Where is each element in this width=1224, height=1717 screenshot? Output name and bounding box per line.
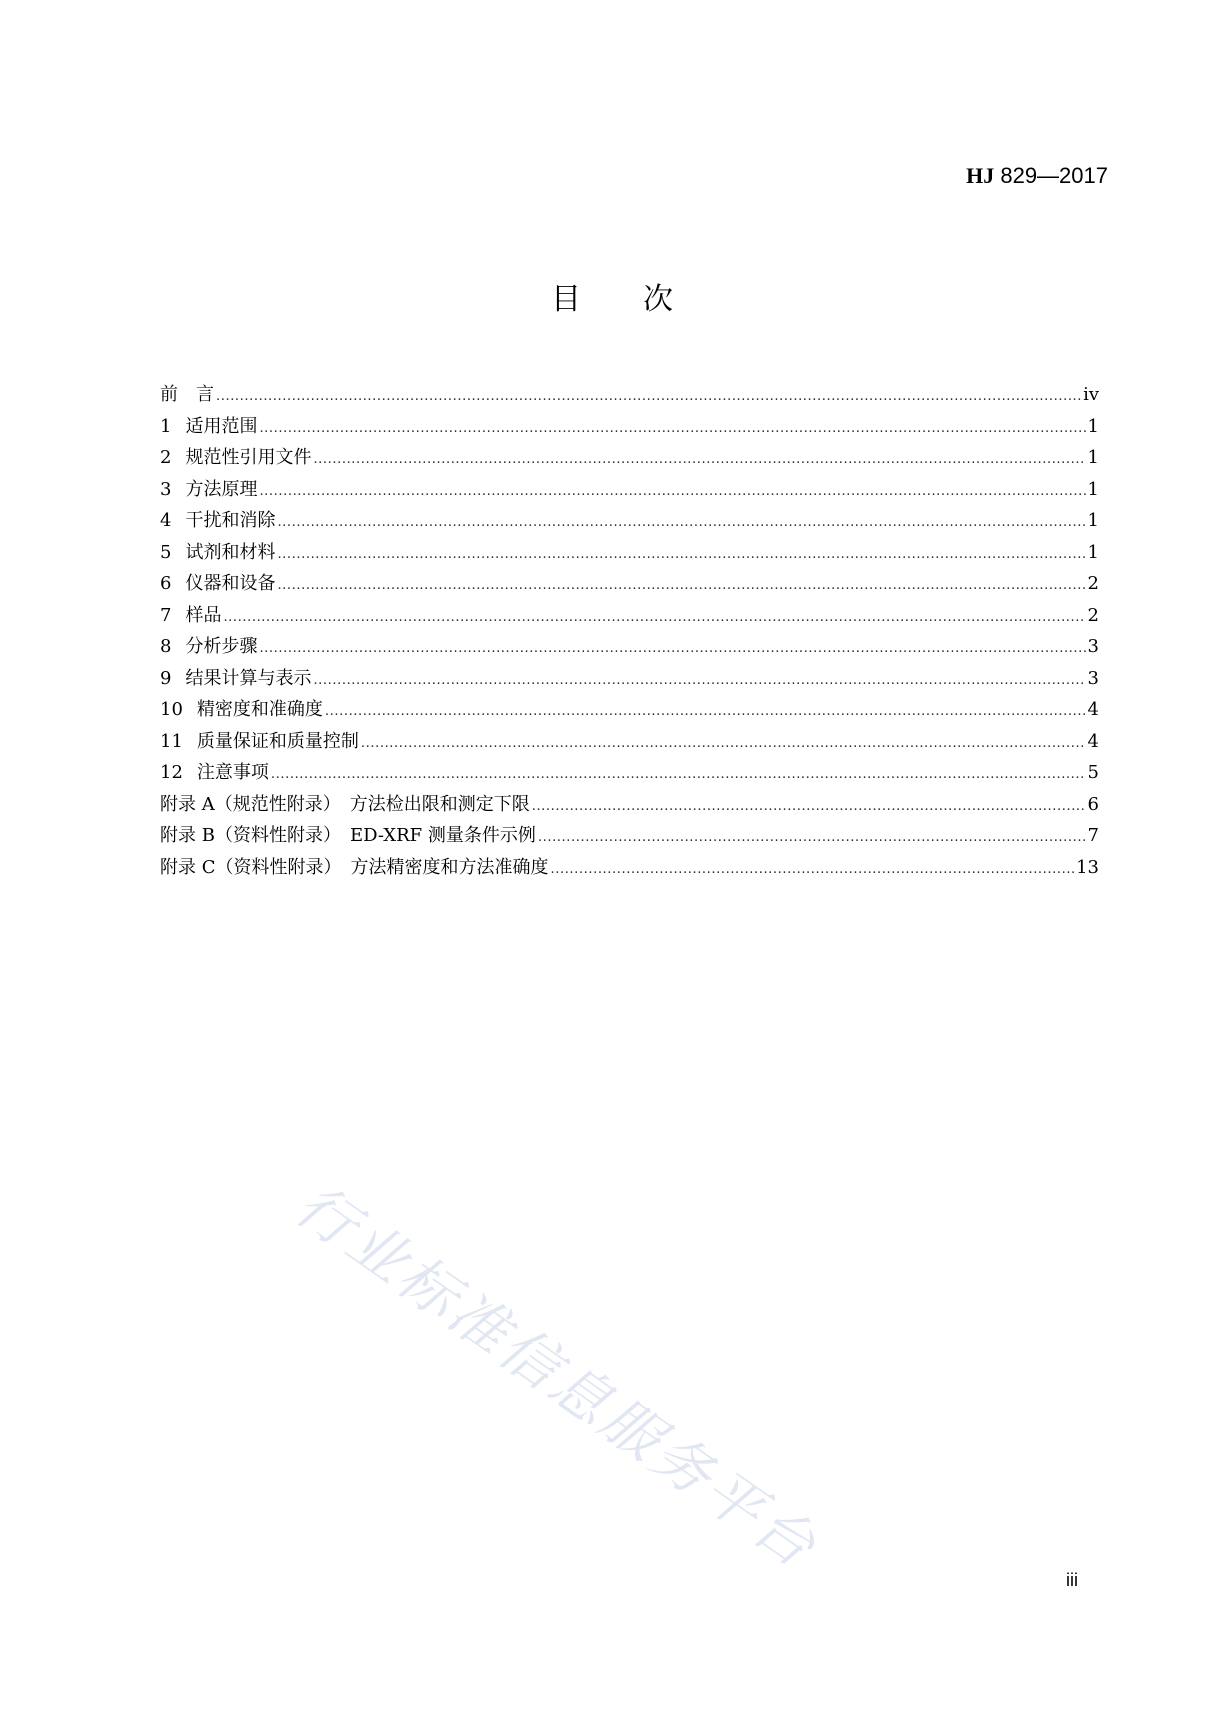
watermark: 行业标准信息服务平台 — [283, 1170, 831, 1582]
toc-leader-dots — [259, 474, 1085, 508]
toc-entry-page: 1 — [1087, 415, 1099, 437]
toc-leader-dots — [551, 852, 1075, 886]
title-char-2: 次 — [643, 282, 673, 317]
toc-entry-5[interactable] — [160, 537, 1099, 569]
toc-entry-label: 适用范围 — [185, 415, 258, 437]
toc-entry-page: iv — [1083, 384, 1099, 405]
toc-entry-label: 试剂和材料 — [185, 541, 276, 563]
toc-leader-dots — [277, 568, 1085, 602]
toc-leader-dots — [361, 726, 1086, 760]
toc-leader-dots — [259, 411, 1085, 445]
toc-leader-dots — [216, 379, 1081, 413]
toc-entry-number: 3 — [160, 478, 172, 500]
toc-entry-page: 13 — [1076, 856, 1099, 878]
toc-entry-label: 附录 C（资料性附录） 方法精密度和方法准确度 — [160, 856, 549, 878]
toc-entry-number: 4 — [160, 510, 172, 531]
table-of-contents — [160, 379, 1099, 883]
toc-entry-page: 4 — [1087, 699, 1099, 720]
toc-entry-page: 4 — [1087, 730, 1099, 752]
toc-entry-label: 质量保证和质量控制 — [196, 730, 359, 752]
toc-leader-dots — [277, 537, 1085, 571]
toc-entry-page: 3 — [1087, 636, 1099, 657]
toc-entry-7[interactable] — [160, 600, 1099, 632]
page-title — [0, 280, 1224, 320]
toc-leader-dots — [271, 757, 1086, 791]
toc-entry-label: 结果计算与表示 — [185, 667, 312, 689]
toc-leader-dots — [223, 600, 1085, 634]
toc-leader-dots — [277, 505, 1085, 539]
toc-leader-dots — [259, 631, 1085, 665]
toc-leader-dots — [538, 820, 1086, 854]
toc-entry-foreword[interactable] — [160, 379, 1099, 411]
toc-leader-dots — [532, 789, 1086, 823]
toc-entry-page: 2 — [1087, 573, 1099, 594]
toc-entry-label: 样品 — [185, 604, 222, 626]
toc-entry-number: 2 — [160, 447, 172, 468]
toc-entry-label: 规范性引用文件 — [185, 447, 312, 468]
toc-entry-6[interactable] — [160, 568, 1099, 600]
toc-entry-appendix-c[interactable] — [160, 852, 1099, 884]
toc-entry-label: 干扰和消除 — [185, 510, 276, 531]
toc-leader-dots — [313, 442, 1085, 476]
toc-entry-number: 12 — [160, 762, 183, 783]
toc-entry-label: 前 言 — [160, 384, 214, 405]
toc-entry-number: 10 — [160, 699, 183, 720]
toc-entry-label: 分析步骤 — [185, 636, 258, 657]
toc-entry-number: 7 — [160, 604, 172, 626]
toc-entry-2[interactable] — [160, 442, 1099, 474]
title-char-1: 目 — [551, 282, 581, 317]
toc-entry-page: 2 — [1087, 604, 1099, 626]
page-number: iii — [1066, 1570, 1078, 1590]
toc-entry-page: 1 — [1087, 541, 1099, 563]
document-code-number: 829—2017 — [1000, 163, 1108, 188]
toc-entry-label: 注意事项 — [196, 762, 269, 783]
toc-entry-appendix-b[interactable] — [160, 820, 1099, 852]
toc-entry-8[interactable] — [160, 631, 1099, 663]
document-code-prefix: HJ — [966, 163, 995, 188]
toc-entry-number: 8 — [160, 636, 172, 657]
toc-entry-number: 6 — [160, 573, 172, 594]
toc-entry-page: 6 — [1087, 793, 1099, 815]
toc-entry-number: 9 — [160, 667, 172, 689]
toc-entry-number: 5 — [160, 541, 172, 563]
toc-entry-10[interactable] — [160, 694, 1099, 726]
toc-leader-dots — [325, 694, 1086, 728]
toc-entry-1[interactable] — [160, 411, 1099, 443]
toc-entry-label: 附录 B（资料性附录） ED-XRF 测量条件示例 — [160, 825, 536, 846]
toc-entry-label: 精密度和准确度 — [196, 699, 323, 720]
toc-entry-label: 仪器和设备 — [185, 573, 276, 594]
toc-entry-12[interactable] — [160, 757, 1099, 789]
toc-entry-appendix-a[interactable] — [160, 789, 1099, 821]
toc-entry-label: 附录 A（规范性附录） 方法检出限和测定下限 — [160, 793, 530, 815]
document-code — [966, 163, 1108, 189]
toc-entry-page: 1 — [1087, 478, 1099, 500]
toc-entry-number: 11 — [160, 730, 183, 752]
toc-entry-9[interactable] — [160, 663, 1099, 695]
toc-entry-page: 7 — [1087, 825, 1099, 846]
toc-entry-3[interactable] — [160, 474, 1099, 506]
toc-leader-dots — [313, 663, 1085, 697]
toc-entry-page: 3 — [1087, 667, 1099, 689]
toc-entry-4[interactable] — [160, 505, 1099, 537]
toc-entry-number: 1 — [160, 415, 172, 437]
toc-entry-page: 5 — [1087, 762, 1099, 783]
toc-entry-label: 方法原理 — [185, 478, 258, 500]
toc-entry-page: 1 — [1087, 447, 1099, 468]
toc-entry-11[interactable] — [160, 726, 1099, 758]
toc-entry-page: 1 — [1087, 510, 1099, 531]
